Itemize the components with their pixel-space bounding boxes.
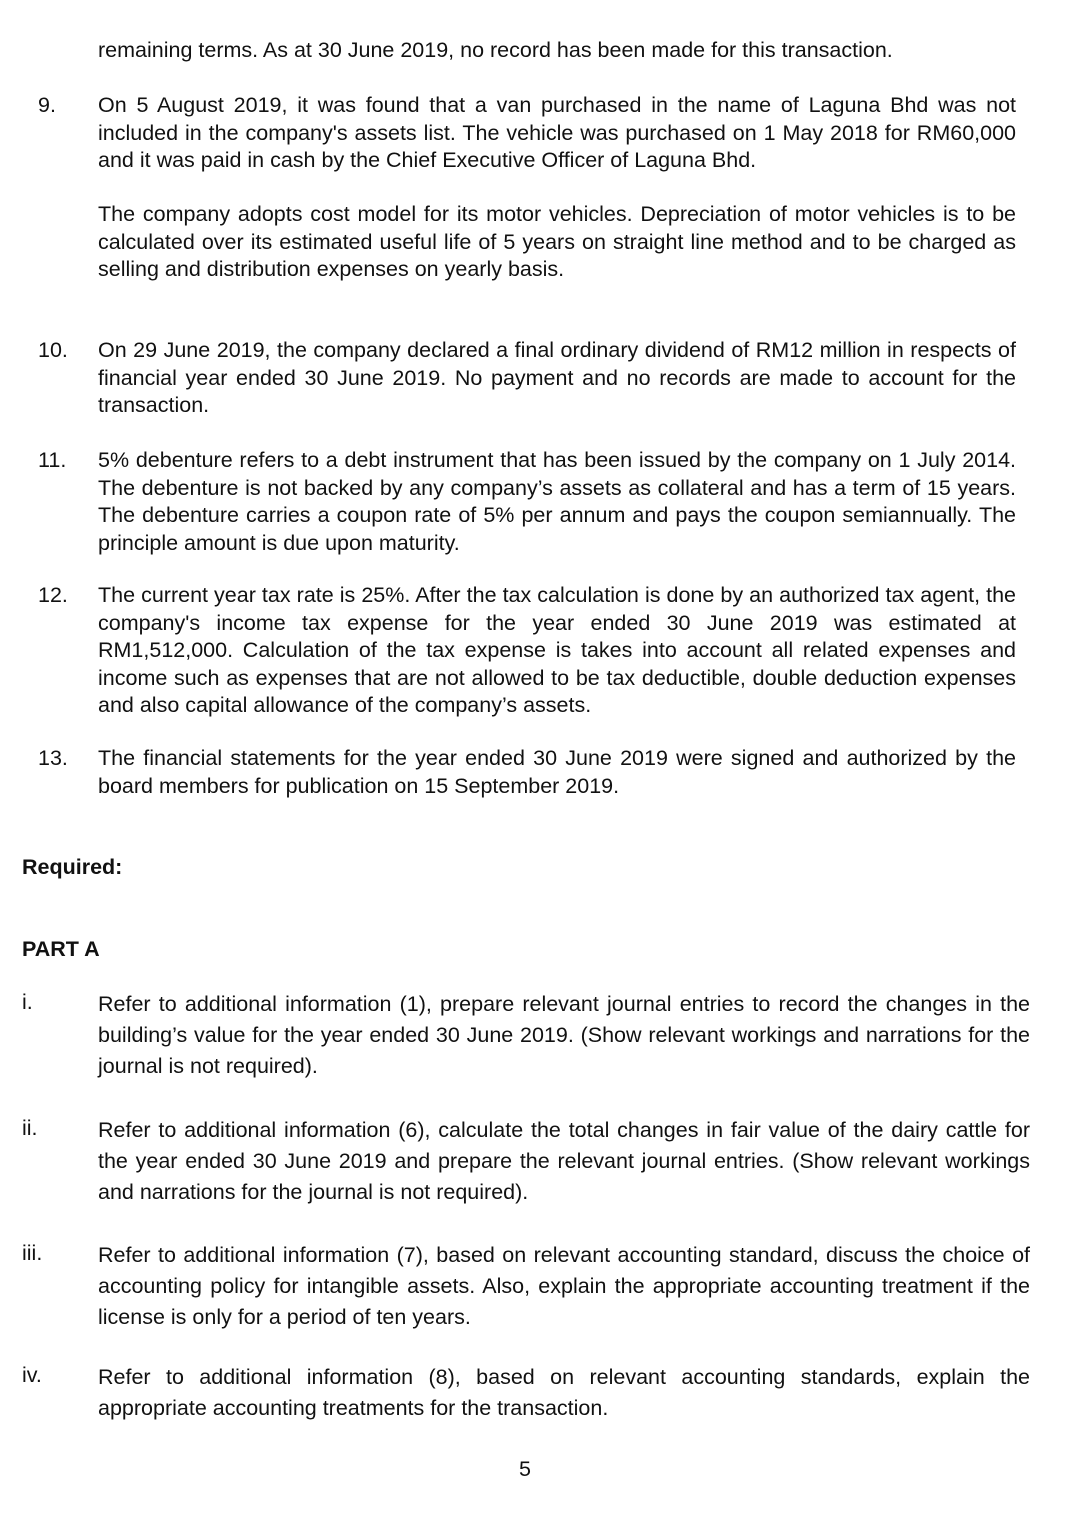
item-paragraph: The financial statements for the year ended 30 June 2019 were signed and authorized by the board members for publication on 15 September 2019.	[98, 746, 1016, 798]
item-number: 9.	[38, 93, 56, 117]
question-text: Refer to additional information (1), prepare relevant journal entries to record the changes in the building’s value for the year ended 30 June 2019. (Show relevant workings and narrations for the journal is not required).	[98, 992, 1030, 1078]
item-paragraph: 5% debenture refers to a debt instrument that has been issued by the company on 1 July 2014. The debenture is not backed by any company’s assets as collateral and has a term of 15 years. The debenture carries a coupon rate of 5% per annum and pays the coupon semiannually. The principle amount is due upon maturity.	[98, 448, 1016, 555]
question-number: i.	[22, 990, 33, 1014]
item-number: 11.	[38, 448, 67, 472]
question-text: Refer to additional information (7), based on relevant accounting standard, discuss the choice of accounting policy for intangible assets. Also, explain the appropriate accounting treatment if the license is only for a period of ten years.	[98, 1243, 1030, 1329]
item-paragraph: The company adopts cost model for its motor vehicles. Depreciation of motor vehicles is to be calculated over its estimated useful life of 5 years on straight line method and to be charged as selling and distribution expenses on yearly basis.	[98, 202, 1016, 281]
required-heading: Required:	[22, 855, 123, 879]
continuation-text: remaining terms. As at 30 June 2019, no record has been made for this transaction.	[98, 38, 893, 62]
question-number: iv.	[22, 1363, 42, 1387]
part-heading: PART A	[22, 937, 100, 961]
item-paragraph: On 29 June 2019, the company declared a final ordinary dividend of RM12 million in respects of financial year ended 30 June 2019. No payment and no records are made to account for the transaction.	[98, 338, 1016, 417]
item-paragraph: On 5 August 2019, it was found that a van purchased in the name of Laguna Bhd was not included in the company's assets list. The vehicle was purchased on 1 May 2018 for RM60,000 and it was paid in cash by the Chief Executive Officer of Laguna Bhd.	[98, 93, 1016, 172]
item-number: 13.	[38, 746, 68, 770]
question-number: iii.	[22, 1241, 43, 1265]
question-number: ii.	[22, 1116, 38, 1140]
question-text: Refer to additional information (8), based on relevant accounting standards, explain the appropriate accounting treatments for the transaction.	[98, 1365, 1030, 1420]
item-paragraph: The current year tax rate is 25%. After the tax calculation is done by an authorized tax agent, the company's income tax expense for the year ended 30 June 2019 was estimated at RM1,512,000. Calculation of the tax expense is takes into account all related expenses and income such as expenses that are not allowed to be tax deductible, double deduction expenses and also capital allowance of the company’s assets.	[98, 583, 1016, 717]
item-number: 10.	[38, 338, 68, 362]
page-number: 5	[519, 1457, 531, 1481]
question-text: Refer to additional information (6), calculate the total changes in fair value of the dairy cattle for the year ended 30 June 2019 and prepare the relevant journal entries. (Show relevant workings and narrations for the journal is not required).	[98, 1118, 1030, 1204]
item-number: 12.	[38, 583, 68, 607]
